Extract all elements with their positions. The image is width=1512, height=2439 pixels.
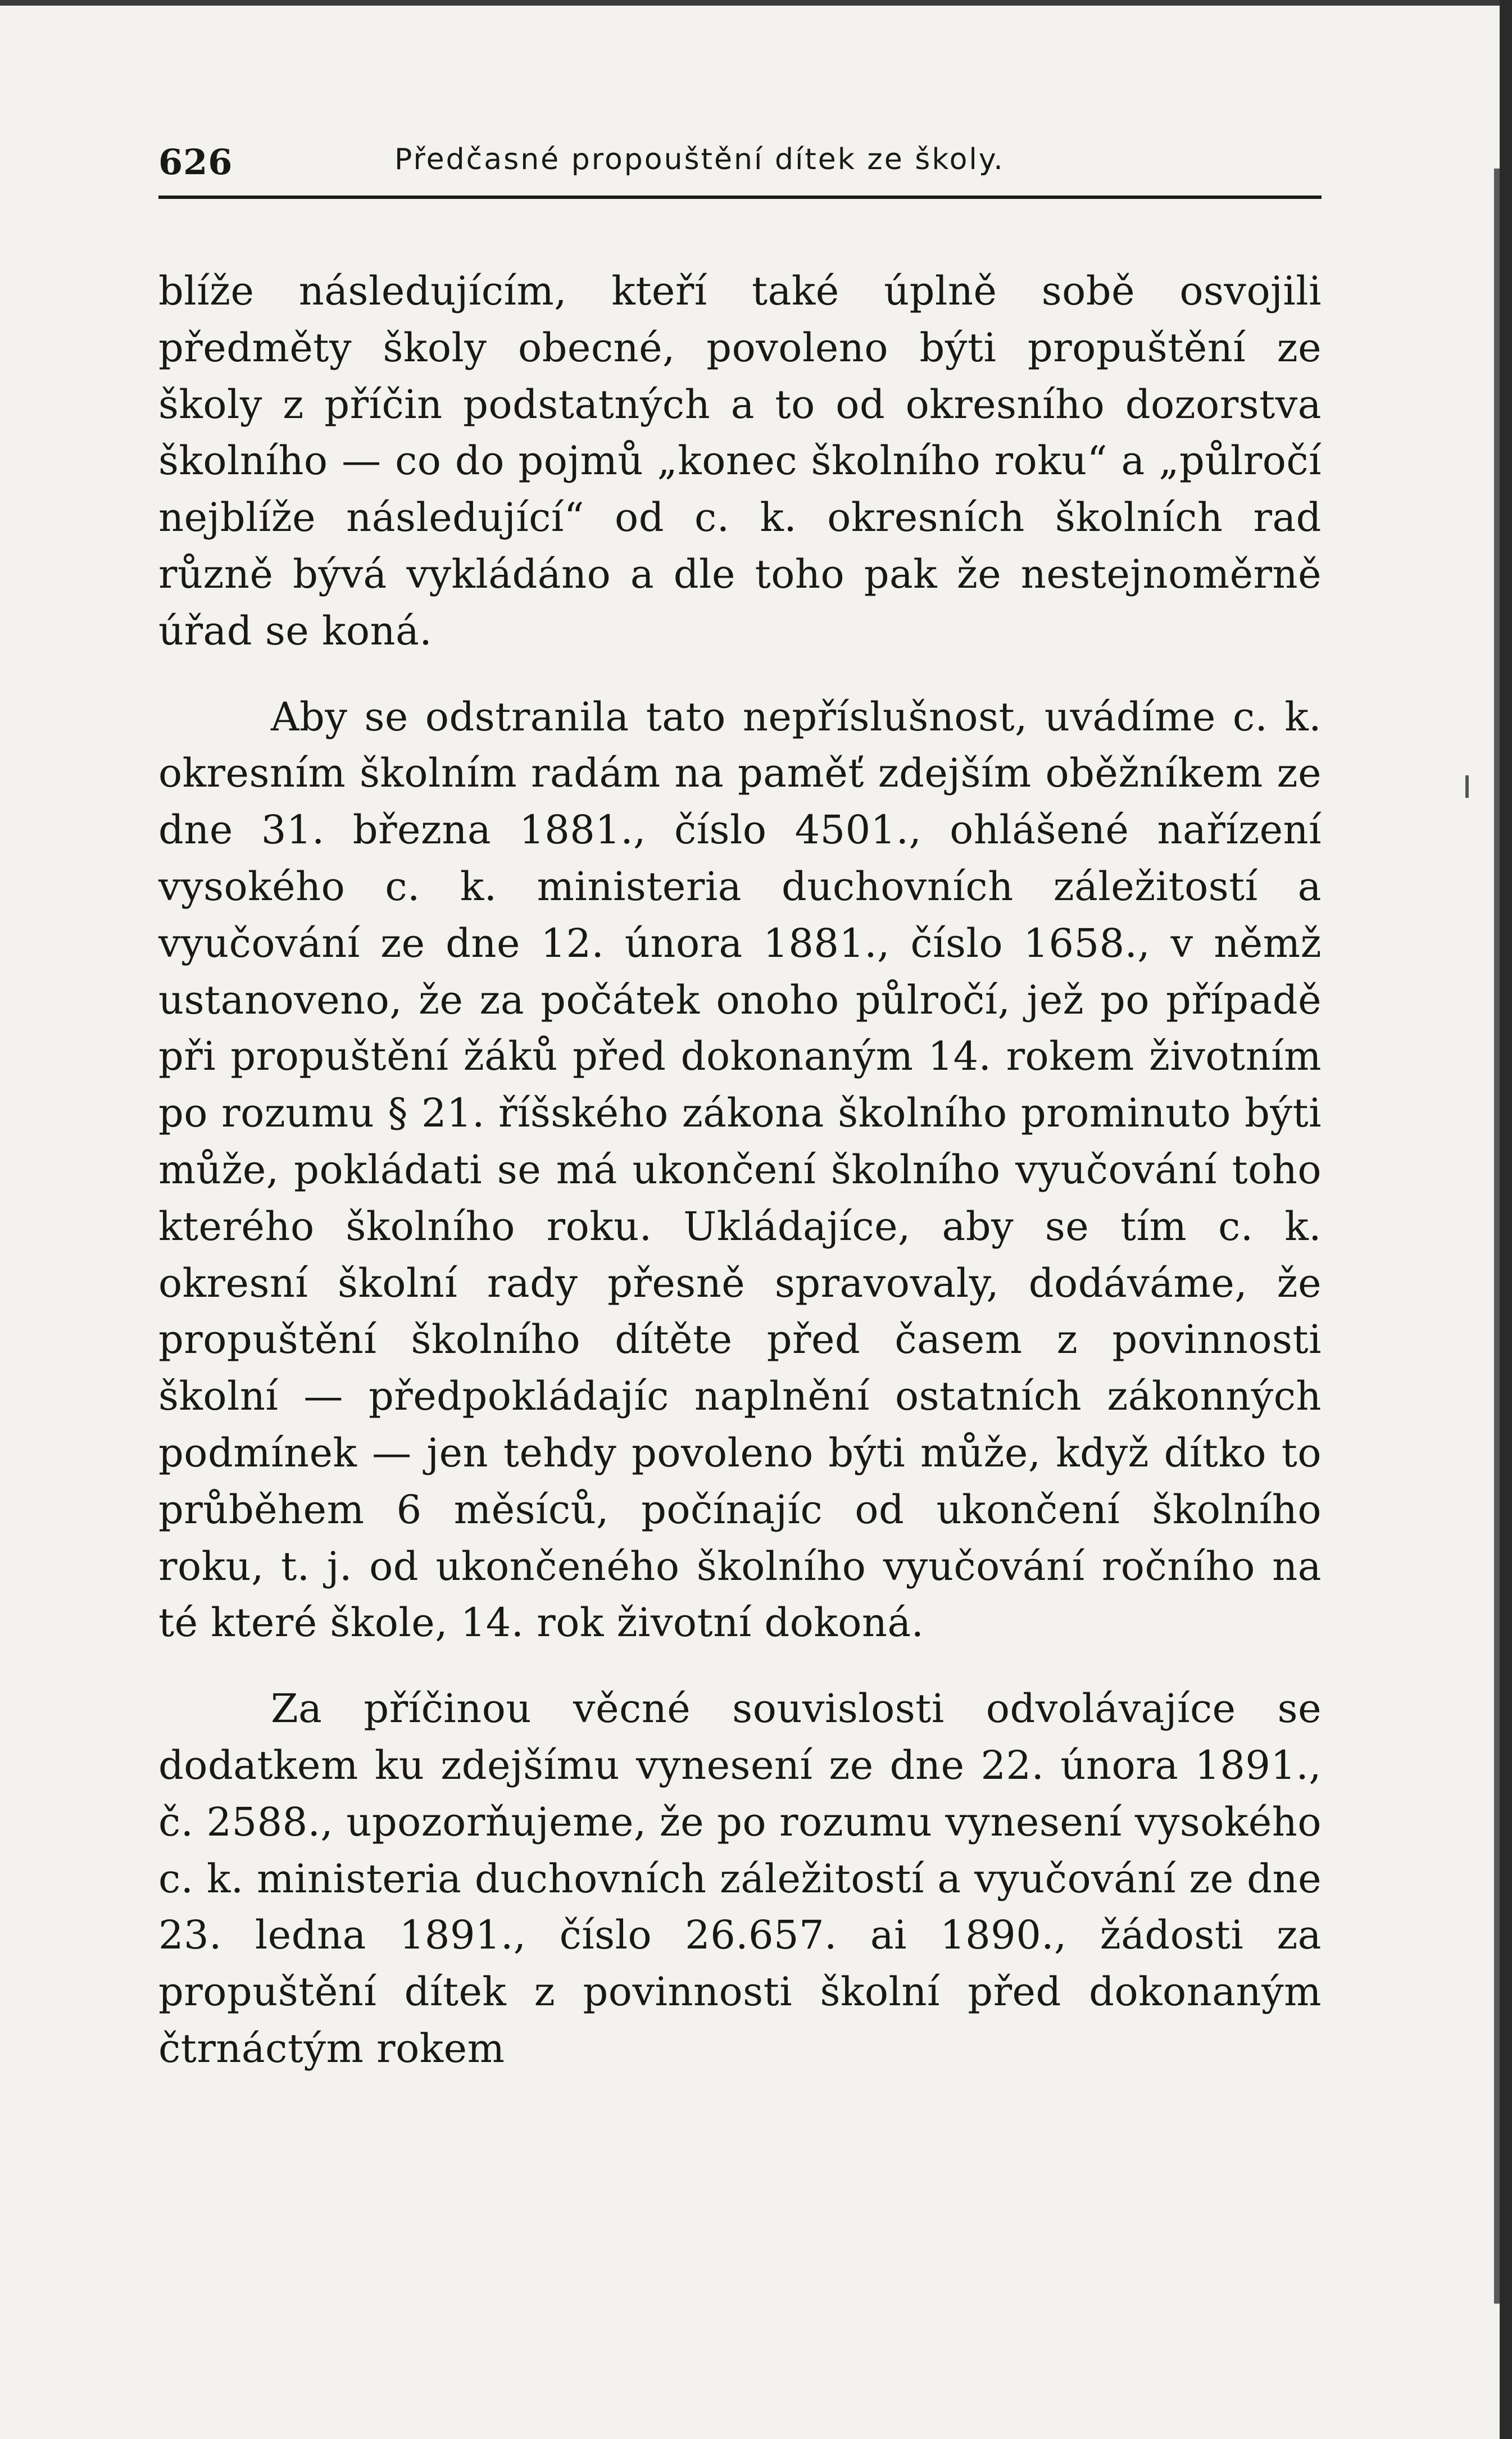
header-rule xyxy=(158,196,1322,199)
page-header xyxy=(158,135,1322,197)
paragraph-1: blíže následujícím, kteří také úplně sobě osvojili předměty školy obecné, povoleno býti propuštění ze školy z příčin podstatných a to od okresního dozorstva školního — co do pojmů „konec školního roku“ a „půlročí nejblíže následující“ od c. k. okresních školních rad různě bývá vykládáno a dle toho pak že nestejnoměrně úřad se koná. xyxy=(158,268,1322,654)
paragraph-3: Za příčinou věcné souvislosti odvolávajíce se dodatkem ku zdejšímu vynesení ze dne 22. února 1891., č. 2588., upozorňujeme, že po rozumu vynesení vysokého c. k. ministeria duchovních záležitostí a vyučování ze dne 23. ledna 1891., číslo 26.657. ai 1890., žádosti za propuštění dítek z povinnosti školní před dokonaným čtrnáctým rokem xyxy=(158,1686,1322,2072)
scan-edge-top xyxy=(0,0,1512,6)
scan-edge-shadow xyxy=(1494,169,1500,2304)
paragraph-2: Aby se odstranila tato nepříslušnost, uvádíme c. k. okresním školním radám na paměť zdejším oběžníkem ze dne 31. března 1881., číslo 4501., ohlášené nařízení vysokého c. k. ministeria duchovních záležitostí a vyučování ze dne 12. února 1881., číslo 1658., v němž ustanoveno, že za počátek onoho půlročí, jež po případě při propuštění žáků před dokonaným 14. rokem životním po rozumu § 21. říšského zákona školního prominuto býti může, pokládati se má ukončení školního vyučování toho kterého školního roku. Ukládajíce, aby se tím c. k. okresní školní rady přesně spravovaly, dodáváme, že propuštění školního dítěte před časem z povinnosti školní — předpokládajíc naplnění ostatních zákonných podmínek — jen tehdy povoleno býti může, když dítko to průběhem 6 měsíců, počínajíc od ukončení školního roku, t. j. od ukončeného školního vyučování ročního na té které škole, 14. rok životní dokoná. xyxy=(158,693,1322,1646)
stray-mark xyxy=(1465,775,1469,798)
scan-edge-right xyxy=(1500,0,1512,2439)
running-head: Předčasné propouštění dítek ze školy. xyxy=(394,143,1005,176)
body-text xyxy=(158,263,1322,2077)
page-number: 626 xyxy=(158,142,233,183)
